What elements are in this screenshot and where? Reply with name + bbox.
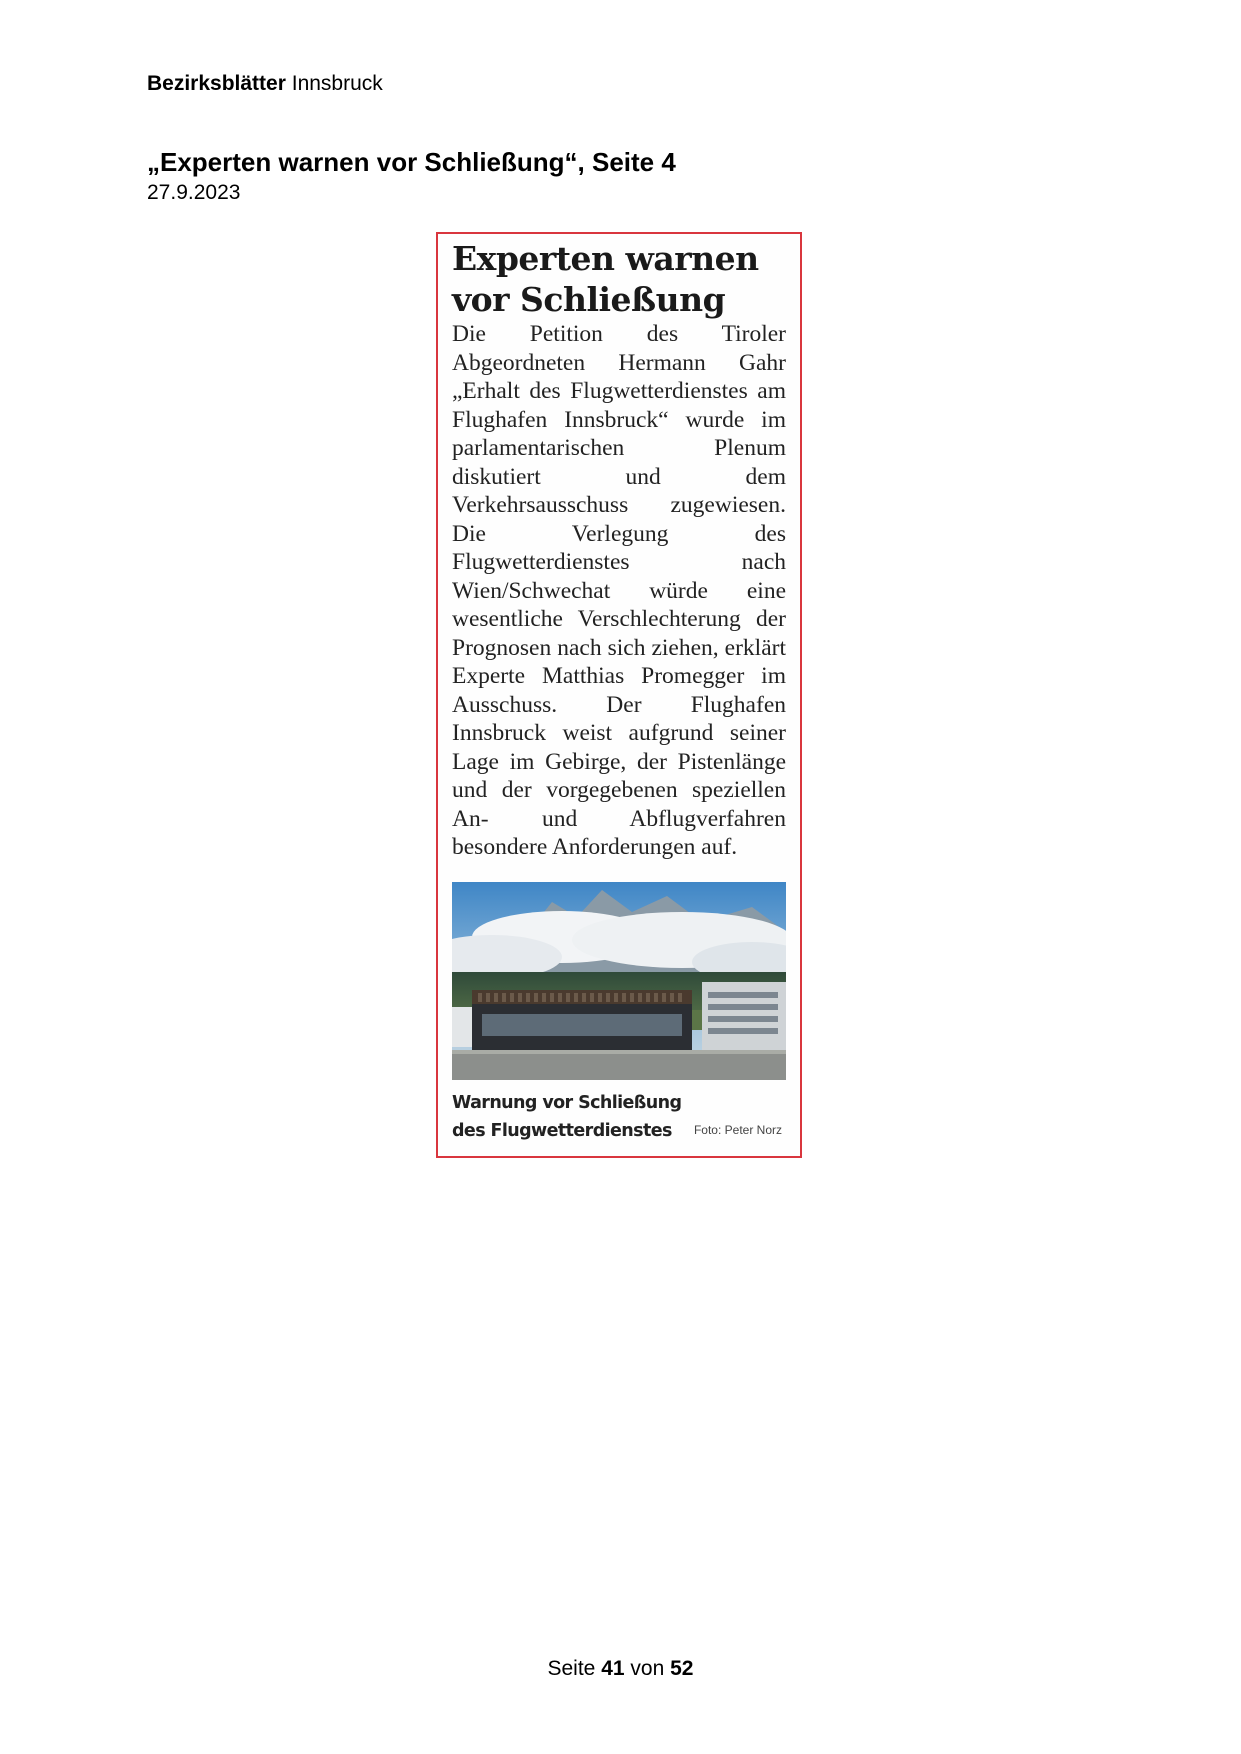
clipping-headline: Experten warnen vor Schließung [452,239,759,319]
publication-region: Innsbruck [291,72,383,95]
page-number [0,1657,1241,1681]
document-date: 27.9.2023 [147,181,241,204]
photo-credit: Foto: Peter Norz [693,1123,782,1137]
page-separator: von [630,1657,665,1680]
airport-photo [452,882,786,1080]
page-prefix: Seite [547,1657,596,1680]
photo-caption: Warnung vor Schließung des Flugwetterdienstes [452,1093,682,1141]
document-title: „Experten warnen vor Schließung“, Seite 4 [147,147,676,177]
newspaper-clipping [436,232,802,1158]
publication-header [147,72,383,96]
clipping-body: Die Petition des Tiroler Abgeordneten Hermann Gahr „Erhalt des Flugwetterdienstes am Flughafen Innsbruck“ wurde im parlamentarischen Plenum diskutiert und dem Verkehrsausschuss zugewiesen. Die Verlegung des Flugwetterdienstes nach Wien/Schwechat würde eine wesentliche Verschlechterung der Prognosen nach sich ziehen, erklärt Experte Matthias Promegger im Ausschuss. Der Flughafen Innsbruck weist aufgrund seiner Lage im Gebirge, der Pistenlänge und der vorgegebenen speziellen An- und Abflugverfahren besondere Anforderungen auf. [452,321,786,860]
publication-name: Bezirksblätter [147,72,286,95]
current-page: 41 [601,1657,625,1680]
total-pages: 52 [670,1657,694,1680]
